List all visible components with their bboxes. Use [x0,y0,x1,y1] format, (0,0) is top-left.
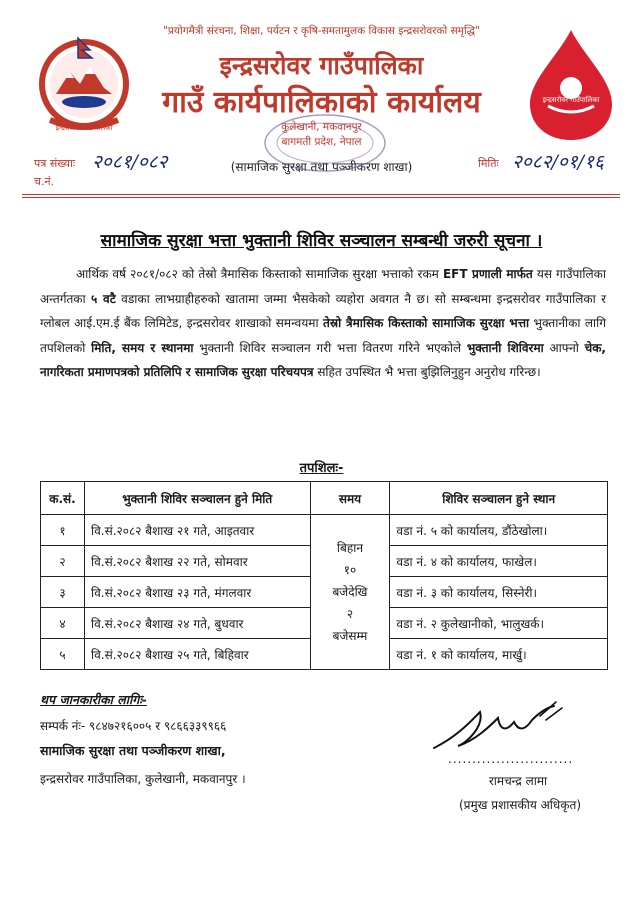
table-row [41,515,608,546]
ref-label: च.नं. [34,175,55,188]
row-serial: ५ [41,639,85,670]
notice-body: आर्थिक वर्ष २०८१/०८२ को तेस्रो त्रैमासिक किस्ताको सामाजिक सुरक्षा भत्ताको रकम EFT प्रणाली मार्फत यस गाउँपालिका अन्तर्गतका ५ वटै वडाका लाभग्राहीहरुको खातामा जम्मा भैसकेको व्यहोरा अवगत नै छ। सो सम्बन्धमा इन्द्रसरोवर गाउँपालिका र ग्लोबल आई.एम.ई बैंक लिमिटेड, इन्द्रसरोवर शाखाको समन्वयमा तेस्रो त्रैमासिक किस्ताको सामाजिक सुरक्षा भत्ता भुक्तानीका लागि तपशिलको मिति, समय र स्थानमा भुक्तानी शिविर सञ्चालन गरी भत्ता वितरण गरिने भएकोले भुक्तानी शिविरमा आफ्नो चेक, नागरिकता प्रमाणपत्रको प्रतिलिपि र सामाजिक सुरक्षा परिचयपत्र सहित उपस्थित भै भत्ता बुझिलिनुहुन अनुरोध गरिन्छ। [40,267,606,379]
row-date: वि.सं.२०८२ बैशाख २१ गते, आइतवार [84,515,310,546]
camp-time: बिहान १० बजेदेखि २ बजेसम्म [310,515,390,670]
row-serial: ३ [41,577,85,608]
row-place: वडा नं. २ कुलेखानीको, भालुखर्क। [390,608,608,639]
col-date: भुक्तानी शिविर सञ्चालन हुने मिति [84,482,310,515]
letter-no-label: पत्र संख्याः [34,157,76,170]
address-line-1: कुलेखानी, मकवानपुर [281,121,362,133]
row-serial: २ [41,546,85,577]
row-date: वि.सं.२०८२ बैशाख २४ गते, बुधवार [84,608,310,639]
signatory-name: रामचन्द्र लामा [488,774,548,788]
row-date: वि.सं.२०८२ बैशाख २२ गते, सोमवार [84,546,310,577]
table-heading: तपशिलः- [299,461,344,476]
logo-caption: इन्द्रसरोवर गाउँपालिका [55,124,113,132]
contact-department: सामाजिक सुरक्षा तथा पञ्जीकरण शाखा, [40,743,226,758]
contact-address: इन्द्रसरोवर गाउँपालिका, कुलेखानी, मकवानपुर । [40,772,246,786]
col-serial: क.सं. [41,482,85,515]
date-label: मितिः [478,157,499,170]
header-divider-2 [22,197,620,198]
row-serial: १ [41,515,85,546]
signatory-title: (प्रमुख प्रशासकीय अधिकृत) [458,798,582,812]
office-seal-stamp [260,110,390,176]
schedule-table [40,481,608,670]
contact-heading: थप जानकारीका लागिः- [40,692,147,707]
branch-name: (सामाजिक सुरक्षा तथा पञ्जीकरण शाखा) [230,160,413,174]
row-date: वि.सं.२०८२ बैशाख २३ गते, मंगलवार [84,577,310,608]
contact-phone: सम्पर्क नंः- ९८४७२१६००५ र ९८६६३३९९६६ [40,719,227,733]
signature-line: .......................... [448,752,574,766]
row-place: वडा नं. ५ को कार्यालय, डौंठेखोला। [390,515,608,546]
date-value: २०८२/०१/१६ [512,151,604,173]
notice-title: सामाजिक सुरक्षा भत्ता भुक्तानी शिविर सञ्चालन सम्बन्धी जरुरी सूचना । [100,231,543,251]
table-header-row [41,482,608,515]
row-serial: ४ [41,608,85,639]
office-name: गाउँ कार्यपालिकाको कार्यालय [162,85,481,120]
col-place: शिविर सञ्चालन हुने स्थान [390,482,608,515]
address-line-2: बागमती प्रदेश, नेपाल [281,136,362,148]
emblem-caption: इन्द्रसरोवर गाउँपालिका [542,96,600,104]
row-date: वि.सं.२०८२ बैशाख २५ गते, बिहिवार [84,639,310,670]
letter-no-value: २०८१/०८२ [92,151,168,173]
row-place: वडा नं. ४ को कार्यालय, फाखेल। [390,546,608,577]
handwritten-signature [428,696,578,756]
org-name: इन्द्रसरोवर गाउँपालिका [219,51,424,80]
row-place: वडा नं. १ को कार्यालय, मार्खु। [390,639,608,670]
motto: "प्रयोगमैत्री संरचना, शिक्षा, पर्यटन र कृषि-समतामुलक विकास इन्द्रसरोवरको समृद्धि" [163,25,480,37]
header-divider [22,194,620,195]
row-place: वडा नं. ३ को कार्यालय, सिस्नेरी। [390,577,608,608]
col-time: समय [310,482,390,515]
